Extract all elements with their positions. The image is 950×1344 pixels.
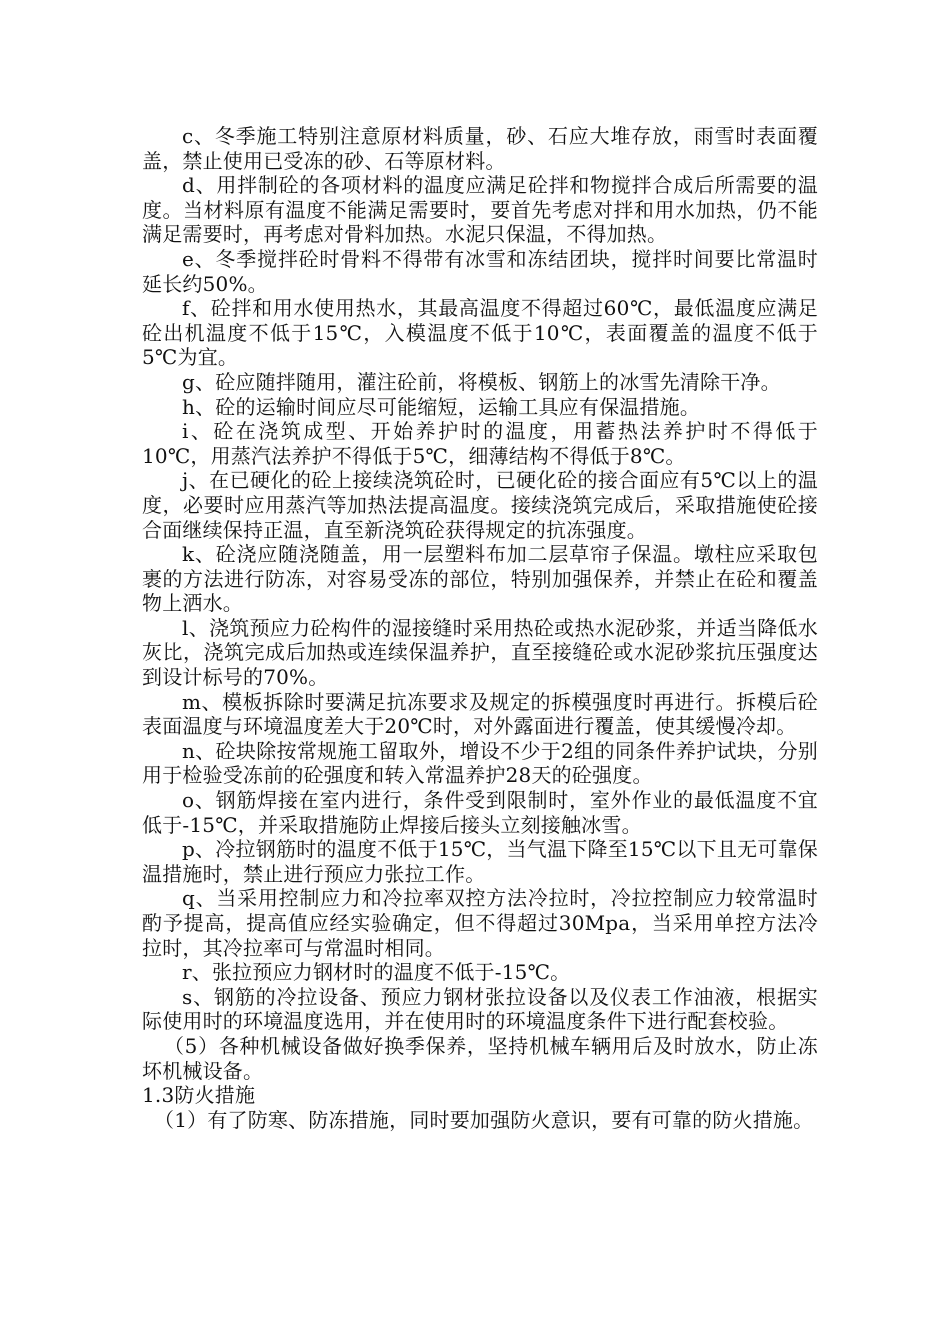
paragraph-d: d、用拌制砼的各项材料的温度应满足砼拌和物搅拌合成后所需要的温度。当材料原有温度不能满足需要时，要首先考虑对拌和用水加热，仍不能满足需要时，再考虑对骨料加热。水泥只保温，不得加热。 [142,173,818,247]
paragraph-i: i、砼在浇筑成型、开始养护时的温度，用蓄热法养护时不得低于10℃，用蒸汽法养护不得低于5℃，细薄结构不得低于8℃。 [142,419,818,468]
section-heading: 1.3防火措施 [142,1083,256,1108]
paragraph-item-1: （1）有了防寒、防冻措施，同时要加强防火意识，要有可靠的防火措施。 [154,1107,814,1132]
paragraph-c: c、冬季施工特别注意原材料质量，砂、石应大堆存放，雨雪时表面覆盖，禁止使用已受冻的砂、石等原材料。 [142,124,818,173]
document-body [142,124,818,1132]
paragraph-f: f、砼拌和用水使用热水，其最高温度不得超过60℃，最低温度应满足砼出机温度不低于15℃，入模温度不低于10℃，表面覆盖的温度不低于5℃为宜。 [142,296,818,370]
paragraph-o: o、钢筋焊接在室内进行，条件受到限制时，室外作业的最低温度不宜低于-15℃，并采取措施防止焊接后接头立刻接触冰雪。 [142,788,818,837]
paragraph-n: n、砼块除按常规施工留取外，增设不少于2组的同条件养护试块，分别用于检验受冻前的砼强度和转入常温养护28天的砼强度。 [142,738,818,788]
paragraph-e: e、冬季搅拌砼时骨料不得带有冰雪和冻结团块，搅拌时间要比常温时延长约50%。 [142,246,818,296]
paragraph-l: l、浇筑预应力砼构件的湿接缝时采用热砼或热水泥砂浆，并适当降低水灰比，浇筑完成后加热或连续保温养护，直至接缝砼或水泥砂浆抗压强度达到设计标号的70%。 [142,615,818,690]
paragraph-p: p、冷拉钢筋时的温度不低于15℃，当气温下降至15℃以下且无可靠保温措施时，禁止进行预应力张拉工作。 [142,837,818,886]
paragraph-r: r、张拉预应力钢材时的温度不低于-15℃。 [182,960,571,985]
paragraph-g: g、砼应随拌随用，灌注砼前，将模板、钢筋上的冰雪先清除干净。 [182,369,781,394]
paragraph-m: m、模板拆除时要满足抗冻要求及规定的拆模强度时再进行。拆模后砼表面温度与环境温度差大于20℃时，对外露面进行覆盖，使其缓慢冷却。 [142,689,818,739]
paragraph-j: j、在已硬化的砼上接续浇筑砼时，已硬化砼的接合面应有5℃以上的温度，必要时应用蒸汽等加热法提高温度。接续浇筑完成后，采取措施使砼接合面继续保持正温，直至新浇筑砼获得规定的抗冻强度。 [142,468,818,542]
paragraph-q: q、当采用控制应力和冷拉率双控方法冷拉时，冷拉控制应力较常温时酌予提高，提高值应经实验确定，但不得超过30Mpa，当采用单控方法冷拉时，其冷拉率可与常温时相同。 [142,886,818,960]
paragraph-k: k、砼浇应随浇随盖，用一层塑料布加二层草帘子保温。墩柱应采取包裹的方法进行防冻，对容易受冻的部位，特别加强保养，并禁止在砼和覆盖物上洒水。 [142,542,818,616]
paragraph-item-5: （5）各种机械设备做好换季保养，坚持机械车辆用后及时放水，防止冻坏机械设备。 [142,1033,818,1083]
paragraph-s: s、钢筋的冷拉设备、预应力钢材张拉设备以及仪表工作油液，根据实际使用时的环境温度选用，并在使用时的环境温度条件下进行配套校验。 [142,984,818,1034]
paragraph-h: h、砼的运输时间应尽可能缩短，运输工具应有保温措施。 [182,394,701,419]
